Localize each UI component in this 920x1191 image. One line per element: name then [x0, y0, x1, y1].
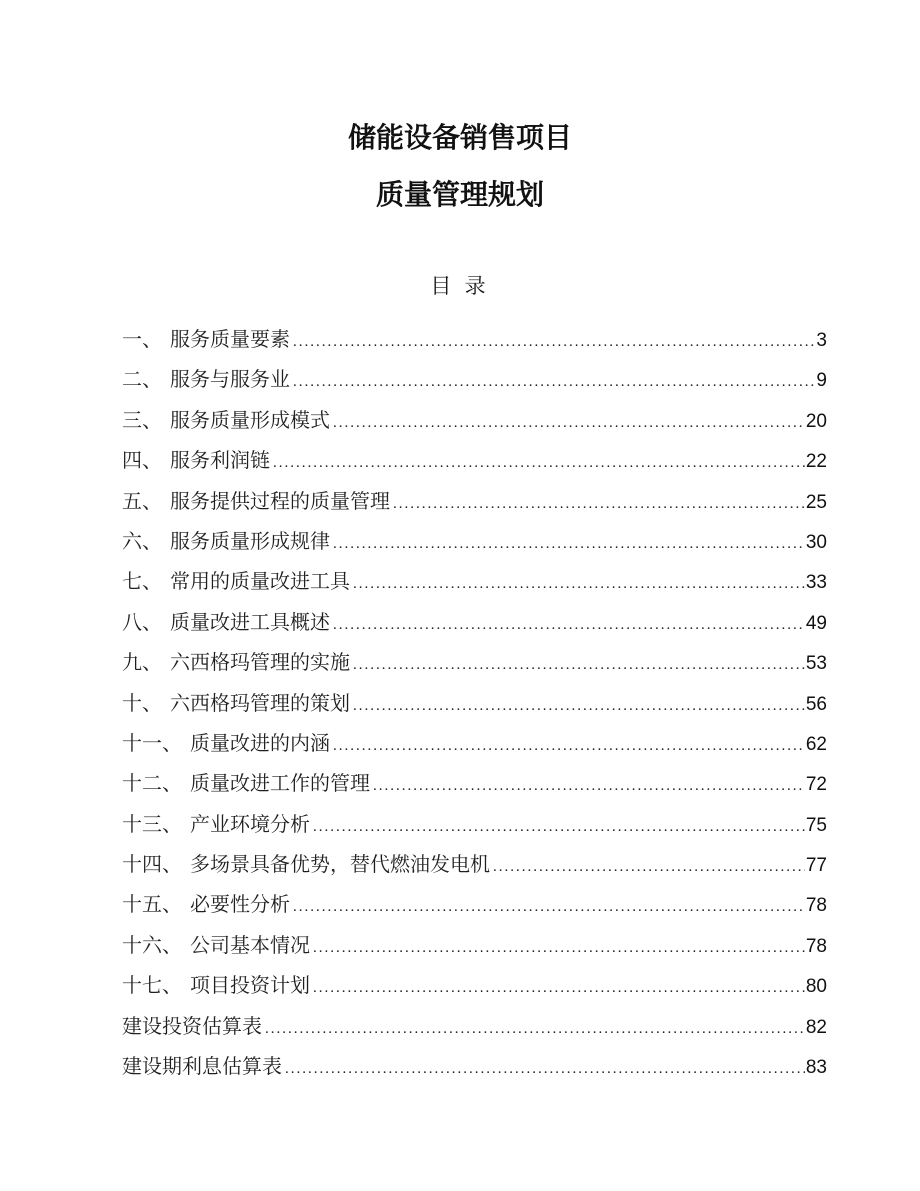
toc-entry-page: 78	[805, 895, 827, 917]
toc-dot-leader-icon	[393, 484, 805, 524]
toc-entry-label: 六西格玛管理的策划	[170, 692, 350, 715]
toc-dot-leader-icon	[313, 928, 805, 968]
toc-entry[interactable]	[122, 522, 827, 562]
toc-dot-leader-icon	[333, 605, 805, 645]
toc-entry-label: 建设投资估算表	[122, 1015, 262, 1038]
toc-entry[interactable]	[122, 320, 827, 360]
toc-dot-leader-icon	[273, 443, 805, 483]
toc-entry[interactable]	[122, 401, 827, 441]
toc-entry-number: 十二、	[122, 773, 182, 796]
toc-entry[interactable]	[122, 441, 827, 481]
toc-entry[interactable]	[122, 603, 827, 643]
toc-entry[interactable]	[122, 966, 827, 1006]
toc-entry-page: 75	[805, 814, 827, 836]
toc-entry-number: 一、	[122, 329, 162, 351]
toc-entry[interactable]	[122, 482, 827, 522]
toc-entry[interactable]	[122, 1047, 827, 1087]
toc-entry-label: 项目投资计划	[190, 975, 310, 998]
toc-entry-page: 22	[805, 451, 827, 473]
toc-entry-label: 服务质量要素	[170, 329, 290, 351]
toc-entry-page: 53	[805, 653, 827, 675]
toc-entry-page: 30	[805, 531, 827, 553]
toc-entry-label: 质量改进工具概述	[170, 611, 330, 634]
toc-entry-label: 服务质量形成规律	[170, 530, 330, 553]
toc-dot-leader-icon	[373, 766, 805, 806]
toc-dot-leader-icon	[265, 1009, 805, 1049]
toc-dot-leader-icon	[313, 807, 805, 847]
toc-entry-label: 服务与服务业	[170, 369, 290, 392]
toc-entry-label: 服务质量形成模式	[170, 409, 330, 432]
page-title-line1: 储能设备销售项目	[347, 122, 572, 153]
toc-entry-page: 77	[805, 855, 827, 877]
toc-entry[interactable]	[122, 684, 827, 724]
toc-entry-number: 九、	[122, 652, 162, 675]
toc-entry[interactable]	[122, 926, 827, 966]
toc-entry-label: 多场景具备优势，替代燃油发电机	[190, 854, 490, 877]
toc-entry-number: 七、	[122, 571, 162, 594]
toc-entry-number: 三、	[122, 409, 162, 432]
toc-entry-label: 服务提供过程的质量管理	[170, 490, 390, 513]
toc-entry[interactable]	[122, 845, 827, 885]
toc-dot-leader-icon	[353, 564, 805, 604]
toc-entry-page: 25	[805, 491, 827, 513]
toc-dot-leader-icon	[313, 968, 805, 1008]
toc-entry-number: 四、	[122, 450, 162, 473]
toc-entry-page: 80	[805, 976, 827, 998]
toc-entry-label: 产业环境分析	[190, 813, 310, 836]
toc-entry-page: 62	[805, 733, 827, 755]
toc-dot-leader-icon	[293, 362, 815, 402]
toc-entry-page: 3	[816, 330, 827, 351]
toc-dot-leader-icon	[293, 322, 815, 362]
toc-entry-number: 十一、	[122, 732, 182, 755]
toc-dot-leader-icon	[493, 847, 805, 887]
toc-entry-page: 78	[805, 935, 827, 957]
toc-entry-page: 9	[816, 370, 827, 392]
toc-entry-label: 质量改进的内涵	[190, 732, 330, 755]
toc-dot-leader-icon	[285, 1049, 805, 1089]
toc-entry-number: 十四、	[122, 854, 182, 877]
toc-entry-page: 33	[805, 572, 827, 594]
toc-entry-page: 82	[805, 1016, 827, 1038]
toc-entry[interactable]	[122, 805, 827, 845]
toc-dot-leader-icon	[333, 726, 805, 766]
table-of-contents	[122, 320, 827, 1087]
toc-dot-leader-icon	[293, 887, 805, 927]
toc-entry-number: 十六、	[122, 934, 182, 957]
toc-dot-leader-icon	[333, 403, 805, 443]
toc-entry[interactable]	[122, 724, 827, 764]
toc-entry-number: 八、	[122, 611, 162, 634]
toc-dot-leader-icon	[333, 524, 805, 564]
toc-entry-number: 六、	[122, 530, 162, 553]
toc-entry[interactable]	[122, 885, 827, 925]
toc-entry-number: 十、	[122, 692, 162, 715]
page-title-line2: 质量管理规划	[375, 179, 544, 210]
toc-entry[interactable]	[122, 360, 827, 400]
toc-entry-page: 56	[805, 693, 827, 715]
toc-dot-leader-icon	[353, 645, 805, 685]
toc-entry-page: 72	[805, 774, 827, 796]
toc-entry-label: 常用的质量改进工具	[170, 571, 350, 594]
toc-entry-number: 五、	[122, 490, 162, 513]
toc-entry-page: 20	[805, 410, 827, 432]
toc-dot-leader-icon	[353, 686, 805, 726]
toc-entry-label: 公司基本情况	[190, 934, 310, 957]
toc-entry-label: 必要性分析	[190, 894, 290, 917]
toc-entry-number: 二、	[122, 369, 162, 392]
toc-entry-number: 十七、	[122, 975, 182, 998]
toc-entry[interactable]	[122, 562, 827, 602]
toc-entry[interactable]	[122, 764, 827, 804]
toc-entry-page: 49	[805, 612, 827, 634]
toc-entry-label: 六西格玛管理的实施	[170, 652, 350, 675]
toc-entry-label: 建设期利息估算表	[122, 1056, 282, 1079]
toc-entry-number: 十五、	[122, 894, 182, 917]
toc-entry-label: 质量改进工作的管理	[190, 773, 370, 796]
toc-entry-page: 83	[805, 1057, 827, 1079]
toc-entry[interactable]	[122, 643, 827, 683]
toc-entry[interactable]	[122, 1007, 827, 1047]
toc-heading: 目 录	[430, 274, 490, 298]
toc-entry-number: 十三、	[122, 813, 182, 836]
toc-entry-label: 服务利润链	[170, 450, 270, 473]
